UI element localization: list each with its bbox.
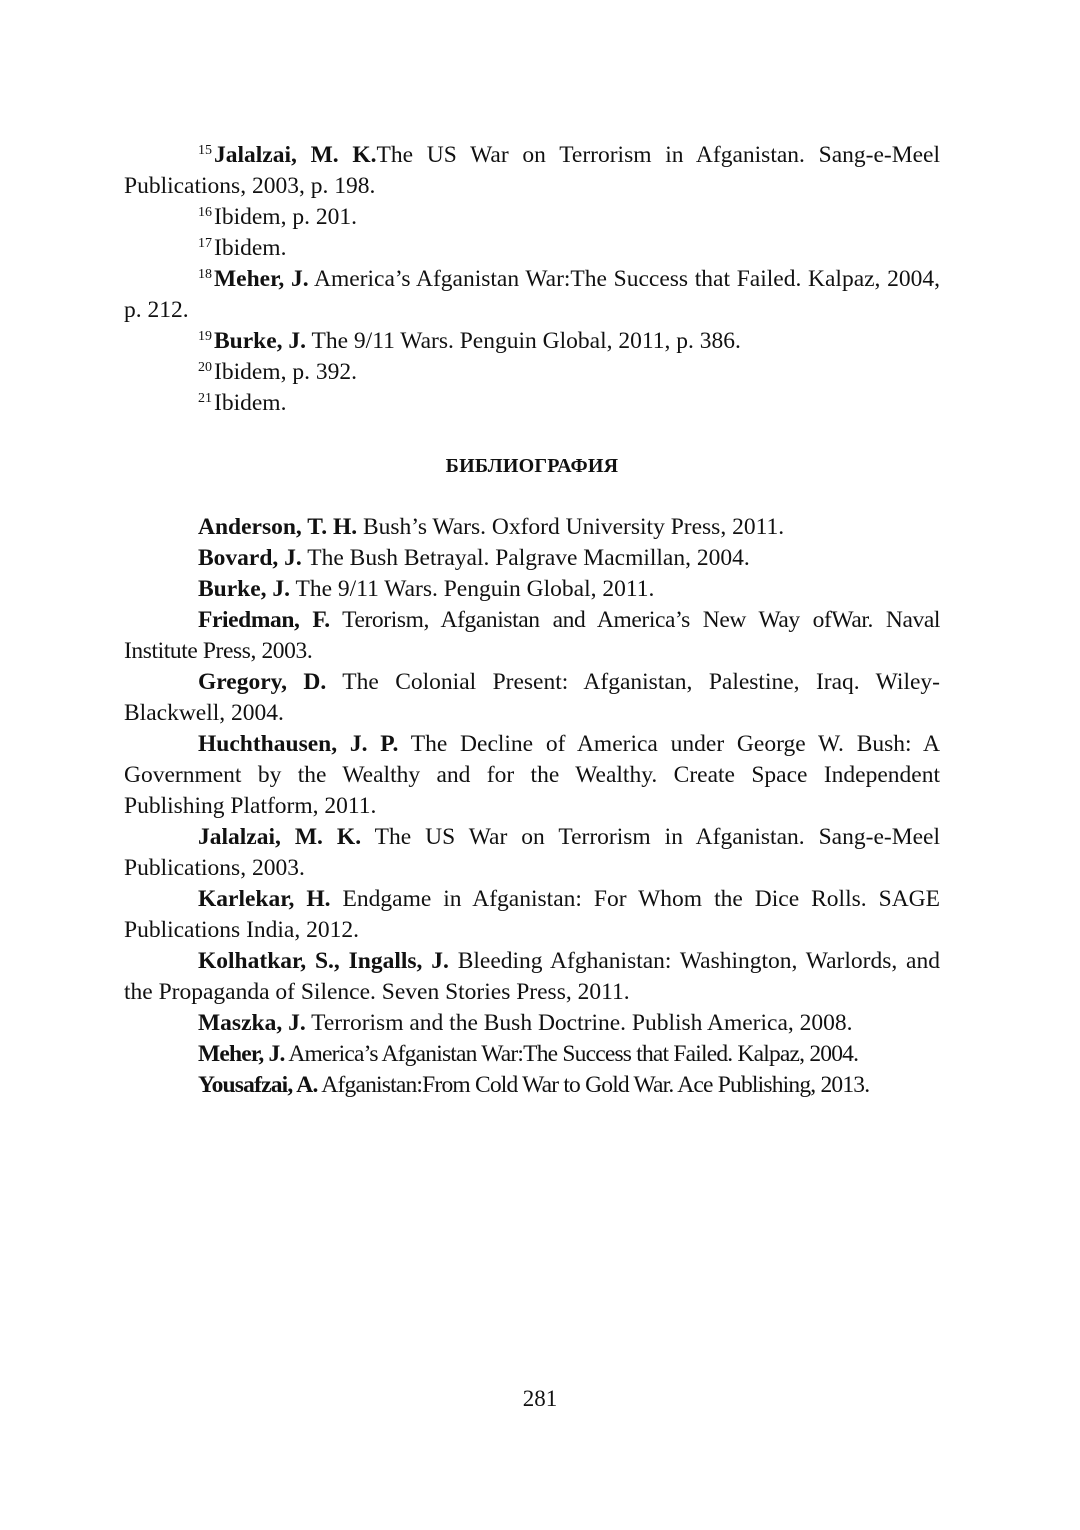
entry-text: Terorism, Afganistan and America’s New Way ofWar. Naval Institute Press, 2003.	[124, 607, 940, 664]
footnote-text: Ibidem.	[214, 390, 287, 416]
bibliography-entry	[124, 729, 940, 822]
bibliography-entry	[124, 1008, 940, 1039]
bibliography-entry	[124, 512, 940, 543]
entry-text: The Colonial Present: Afganistan, Palestine, Iraq. Wiley-Blackwell, 2004.	[124, 669, 940, 726]
footnote-20	[124, 357, 940, 388]
footnote-author: Meher, J.	[214, 266, 309, 292]
footnote-text: The 9/11 Wars. Penguin Global, 2011, p. 386.	[306, 328, 741, 354]
entry-author: Huchthausen, J. P.	[198, 731, 399, 757]
footnote-17	[124, 233, 940, 264]
entry-author: Anderson, T. H.	[198, 514, 358, 540]
footnote-text: Ibidem.	[214, 235, 287, 261]
entry-text: Terrorism and the Bush Doctrine. Publish America, 2008.	[305, 1010, 853, 1036]
bibliography-entry	[124, 1039, 940, 1070]
footnote-author: Burke, J.	[214, 328, 307, 354]
footnote-number: 20	[198, 360, 212, 376]
entry-text: Afganistan:From Cold War to Gold War. Ace Publishing, 2013.	[317, 1072, 870, 1098]
footnotes-section	[124, 140, 940, 419]
footnote-number: 19	[198, 329, 212, 345]
bibliography-list	[124, 512, 940, 1101]
footnote-text: The US War on Terrorism in Afganistan. Sang-e-Meel Publications, 2003, p. 198.	[124, 142, 940, 199]
entry-author: Karlekar, H.	[198, 886, 331, 912]
footnote-number: 17	[198, 236, 212, 252]
bibliography-entry	[124, 822, 940, 884]
footnote-number: 18	[198, 267, 212, 283]
entry-text: The US War on Terrorism in Afganistan. Sang-e-Meel Publications, 2003.	[124, 824, 940, 881]
page-number: 281	[522, 1386, 558, 1411]
entry-author: Kolhatkar, S., Ingalls, J.	[198, 948, 449, 974]
entry-author: Friedman, F.	[198, 607, 330, 633]
bibliography-entry	[124, 667, 940, 729]
footnote-number: 16	[198, 205, 212, 221]
entry-text: America’s Afganistan War:The Success that Failed. Kalpaz, 2004.	[284, 1041, 859, 1067]
entry-author: Bovard, J.	[198, 545, 302, 571]
footnote-18	[124, 264, 940, 326]
footnote-number: 21	[198, 391, 212, 407]
footnote-16	[124, 202, 940, 233]
entry-text: The Decline of America under George W. Bush: A Government by the Wealthy and for the Wealthy. Create Space Independent Publishing Platform, 2011.	[124, 731, 941, 819]
entry-author: Burke, J.	[198, 576, 291, 602]
entry-author: Gregory, D.	[198, 669, 327, 695]
footnote-19	[124, 326, 940, 357]
bibliography-entry	[124, 605, 940, 667]
entry-text: Endgame in Afganistan: For Whom the Dice Rolls. SAGE Publications India, 2012.	[124, 886, 940, 943]
footnote-text: Ibidem, p. 392.	[214, 359, 357, 385]
entry-author: Maszka, J.	[198, 1010, 306, 1036]
entry-text: Bleeding Afghanistan: Washington, Warlords, and the Propaganda of Silence. Seven Stories Press, 2011.	[124, 948, 940, 1005]
footnote-15	[124, 140, 940, 202]
footnote-text: Ibidem, p. 201.	[214, 204, 357, 230]
footnote-21	[124, 388, 940, 419]
entry-author: Jalalzai, M. K.	[198, 824, 362, 850]
bibliography-entry	[124, 1070, 940, 1101]
footnote-number: 15	[198, 143, 212, 159]
bibliography-entry	[124, 946, 940, 1008]
bibliography-entry	[124, 884, 940, 946]
footnote-text: America’s Afganistan War:The Success that Failed. Kalpaz, 2004, p. 212.	[124, 266, 941, 323]
footnote-author: Jalalzai, M. K.	[214, 142, 377, 168]
entry-author: Meher, J.	[198, 1041, 285, 1067]
entry-author: Yousafzai, A.	[198, 1072, 318, 1098]
bibliography-entry	[124, 543, 940, 574]
bibliography-entry	[124, 574, 940, 605]
entry-text: Bush’s Wars. Oxford University Press, 2011.	[357, 514, 785, 540]
page-content	[124, 140, 940, 1101]
entry-text: The Bush Betrayal. Palgrave Macmillan, 2004.	[301, 545, 750, 571]
bibliography-title: БИБЛИОГРАФИЯ	[445, 455, 619, 477]
entry-text: The 9/11 Wars. Penguin Global, 2011.	[290, 576, 655, 602]
